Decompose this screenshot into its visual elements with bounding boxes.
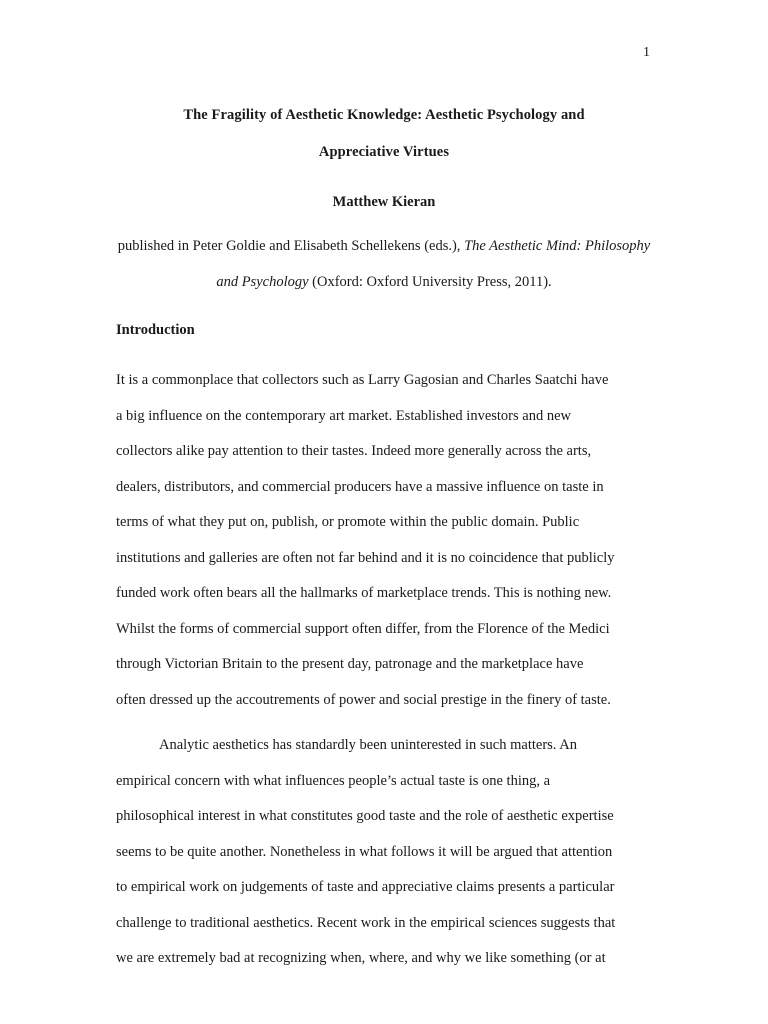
paragraph-line: collectors alike pay attention to their tastes. Indeed more generally across the arts, [116,443,592,459]
publication-line-1 [0,238,768,255]
paragraph-line: often dressed up the accoutrements of power and social prestige in the finery of taste. [116,691,611,708]
paragraph-line: institutions and galleries are often not far behind and it is no coincidence that publicly [116,549,615,566]
page-number: 1 [643,45,650,60]
paragraph-line: It is a commonplace that collectors such as Larry Gagosian and Charles Saatchi have [116,372,609,388]
section-heading: Introduction [116,322,195,338]
publication-prefix: published in Peter Goldie and Elisabeth Schellekens (eds.), [117,238,465,254]
paragraph-line: we are extremely bad at recognizing when, where, and why we like something (or at [116,950,606,966]
publication-book-title-part-2: and Psychology [216,274,309,290]
paragraph-line: Analytic aesthetics has standardly been uninterested in such matters. An [159,737,577,753]
paragraph-line: through Victorian Britain to the present day, patronage and the marketplace have [116,656,584,672]
author-name: Matthew Kieran [332,194,436,210]
paragraph-line: to empirical work on judgements of taste and appreciative claims presents a particular [116,879,615,895]
paragraph-line: philosophical interest in what constitutes good taste and the role of aesthetic expertise [116,808,614,824]
paragraph-line: empirical concern with what influences people’s actual taste is one thing, a [116,772,551,789]
paragraph-line: challenge to traditional aesthetics. Recent work in the empirical sciences suggests that [116,914,616,931]
publication-book-title-part-1: The Aesthetic Mind: Philosophy [464,238,651,254]
title-line-2: Appreciative Virtues [318,144,450,160]
paragraph-line: Whilst the forms of commercial support often differ, from the Florence of the Medici [116,620,610,637]
paragraph-line: seems to be quite another. Nonetheless in what follows it will be argued that attention [116,843,613,860]
paragraph-line: terms of what they put on, publish, or promote within the public domain. Public [116,514,580,530]
paragraph-2 [116,728,656,977]
paragraph-line: a big influence on the contemporary art market. Established investors and new [116,407,571,424]
paragraph-line: dealers, distributors, and commercial producers have a massive influence on taste in [116,478,604,495]
paragraph-line: funded work often bears all the hallmarks of marketplace trends. This is nothing new. [116,585,612,601]
paragraph-1 [116,363,656,718]
publication-suffix: (Oxford: Oxford University Press, 2011). [308,274,552,290]
title-line-1: The Fragility of Aesthetic Knowledge: Aesthetic Psychology and [183,107,585,123]
publication-line-2 [0,274,768,291]
